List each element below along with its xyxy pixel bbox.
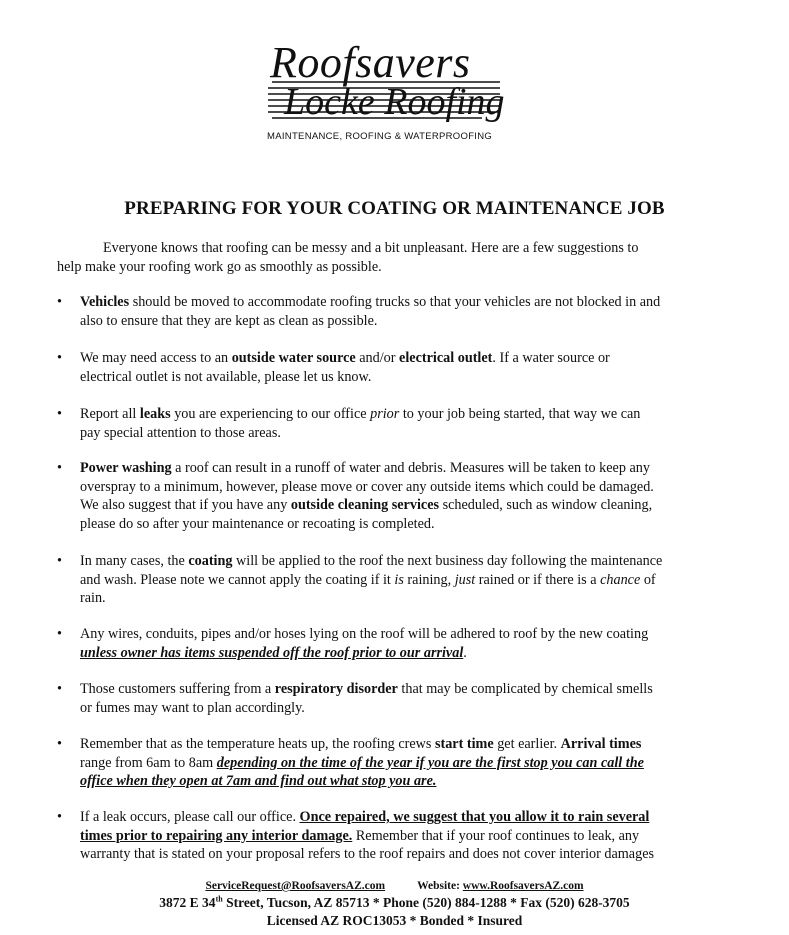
b8-text-2: get earlier. <box>493 736 561 752</box>
b4-text-3: We also suggest that if you have any <box>80 497 291 513</box>
footer-address-b: Street, Tucson, AZ 85713 * Phone (520) 884-1288 * Fax (520) 628-3705 <box>222 895 630 910</box>
footer-license: Licensed AZ ROC13053 * Bonded * Insured <box>266 912 523 928</box>
b8-bold-1: start time <box>434 736 494 752</box>
logo-roofsavers: Roofsavers <box>270 38 471 87</box>
intro-line-1: Everyone knows that roofing can be messy and a bit unpleasant. Here are a few suggestions to <box>103 240 639 256</box>
b6-text-2: . <box>463 644 467 661</box>
b9-emphasis-1: Once repaired, we suggest that you allow it to rain several <box>299 809 650 825</box>
bullet-marker: • <box>57 460 62 476</box>
company-logo <box>262 38 512 148</box>
b8-text-3: range from 6am to 8am <box>80 754 217 771</box>
b1-text-2: also to ensure that they are kept as clean as possible. <box>80 312 378 329</box>
bullet-marker: • <box>57 681 62 697</box>
b5-text-2: will be applied to the roof the next business day following the maintenance <box>232 553 663 569</box>
bullet-coating <box>57 552 747 608</box>
b2-text-4: electrical outlet is not available, please let us know. <box>80 368 372 385</box>
b3-text-4: pay special attention to those areas. <box>80 424 281 441</box>
b5-italic-3: chance <box>600 571 641 588</box>
b4-text-4: scheduled, such as window cleaning, <box>439 497 653 513</box>
intro-paragraph <box>57 239 747 276</box>
b7-text-2: that may be complicated by chemical smells <box>397 681 653 697</box>
b8-text-1: Remember that as the temperature heats up, the roofing crews <box>80 736 435 752</box>
bullet-respiratory <box>57 680 747 717</box>
b3-italic-1: prior <box>370 406 400 422</box>
b9-text-3: warranty that is stated on your proposal refers to the roof repairs and does not cover interior damages <box>80 846 655 862</box>
bullet-vehicles <box>57 293 747 330</box>
b4-bold-1: Power washing <box>80 460 172 476</box>
bullet-marker: • <box>57 736 62 752</box>
b1-text-1: should be moved to accommodate roofing trucks so that your vehicles are not blocked in and <box>129 294 661 310</box>
b9-emphasis-2: times prior to repairing any interior damage. <box>80 827 353 844</box>
b5-text-1: In many cases, the <box>80 553 189 569</box>
b2-text-1: We may need access to an <box>80 350 232 366</box>
b7-bold-1: respiratory disorder <box>274 681 398 697</box>
bullet-power-washing <box>57 459 747 533</box>
intro-line-2: help make your roofing work go as smoothly as possible. <box>57 258 382 275</box>
bullet-marker: • <box>57 553 62 569</box>
b2-bold-2: electrical outlet <box>399 350 493 366</box>
b6-emphasis: unless owner has items suspended off the roof prior to our arrival <box>80 644 464 661</box>
footer-email[interactable]: ServiceRequest@RoofsaversAZ.com <box>205 880 386 892</box>
b5-text-5: rained or if there is a <box>475 571 601 588</box>
bullet-leak-occurs <box>57 808 747 864</box>
b8-emphasis-2: office when they open at 7am and find out what stop you are. <box>80 773 437 789</box>
bullet-marker: • <box>57 294 62 310</box>
bullet-marker: • <box>57 406 62 422</box>
b2-bold-1: outside water source <box>231 350 356 366</box>
b3-text-1: Report all <box>80 406 140 422</box>
b5-text-4: raining, <box>403 571 455 588</box>
b9-text-1: If a leak occurs, please call our office. <box>80 809 300 825</box>
footer-address-sup: th <box>215 894 223 904</box>
b7-text-1: Those customers suffering from a <box>80 681 275 697</box>
b3-text-2: you are experiencing to our office <box>170 406 371 422</box>
logo-tagline: MAINTENANCE, ROOFING & WATERPROOFING <box>267 131 493 142</box>
logo-locke-roofing: Locke Roofing <box>284 81 505 123</box>
bullet-start-time <box>57 735 747 791</box>
bullet-marker: • <box>57 350 62 366</box>
b4-text-5: please do so after your maintenance or recoating is completed. <box>80 515 435 532</box>
b3-text-3: to your job being started, that way we can <box>399 406 641 422</box>
b5-text-3: and wash. Please note we cannot apply the coating if it <box>80 571 395 588</box>
footer-address <box>0 894 789 912</box>
footer-address-a: 3872 E 34 <box>159 895 216 910</box>
b5-text-7: rain. <box>80 590 106 606</box>
b9-text-2: Remember that if your roof continues to leak, any <box>352 827 640 844</box>
b4-bold-2: outside cleaning services <box>290 497 440 513</box>
b5-text-6: of <box>640 571 656 588</box>
b1-bold: Vehicles <box>80 294 130 310</box>
b8-bold-2: Arrival times <box>560 736 642 752</box>
b2-text-2: and/or <box>355 350 400 366</box>
footer-website[interactable]: www.RoofsaversAZ.com <box>462 880 584 892</box>
b6-text-1: Any wires, conduits, pipes and/or hoses lying on the roof will be adhered to roof by the new coating <box>80 626 649 642</box>
b3-bold-1: leaks <box>139 406 171 422</box>
page-title: PREPARING FOR YOUR COATING OR MAINTENANCE JOB <box>124 198 665 219</box>
b5-italic-2: just <box>454 571 476 588</box>
bullet-marker: • <box>57 626 62 642</box>
bullet-leaks <box>57 405 747 442</box>
b7-text-3: or fumes may want to plan accordingly. <box>80 699 305 716</box>
bullet-marker: • <box>57 809 62 825</box>
bullet-water-source <box>57 349 747 386</box>
b5-italic-1: is <box>394 571 404 588</box>
bullet-wires <box>57 625 747 662</box>
footer-website-label: Website: <box>417 880 463 892</box>
footer <box>0 878 789 929</box>
b2-text-3: . If a water source or <box>492 350 610 366</box>
b4-text-1: a roof can result in a runoff of water and debris. Measures will be taken to keep any <box>171 460 650 476</box>
b5-bold-1: coating <box>188 553 233 569</box>
b8-emphasis-1: depending on the time of the year if you are the first stop you can call the <box>216 754 644 771</box>
b4-text-2: overspray to a minimum, however, please move or cover any outside items which could be damaged. <box>80 478 654 495</box>
